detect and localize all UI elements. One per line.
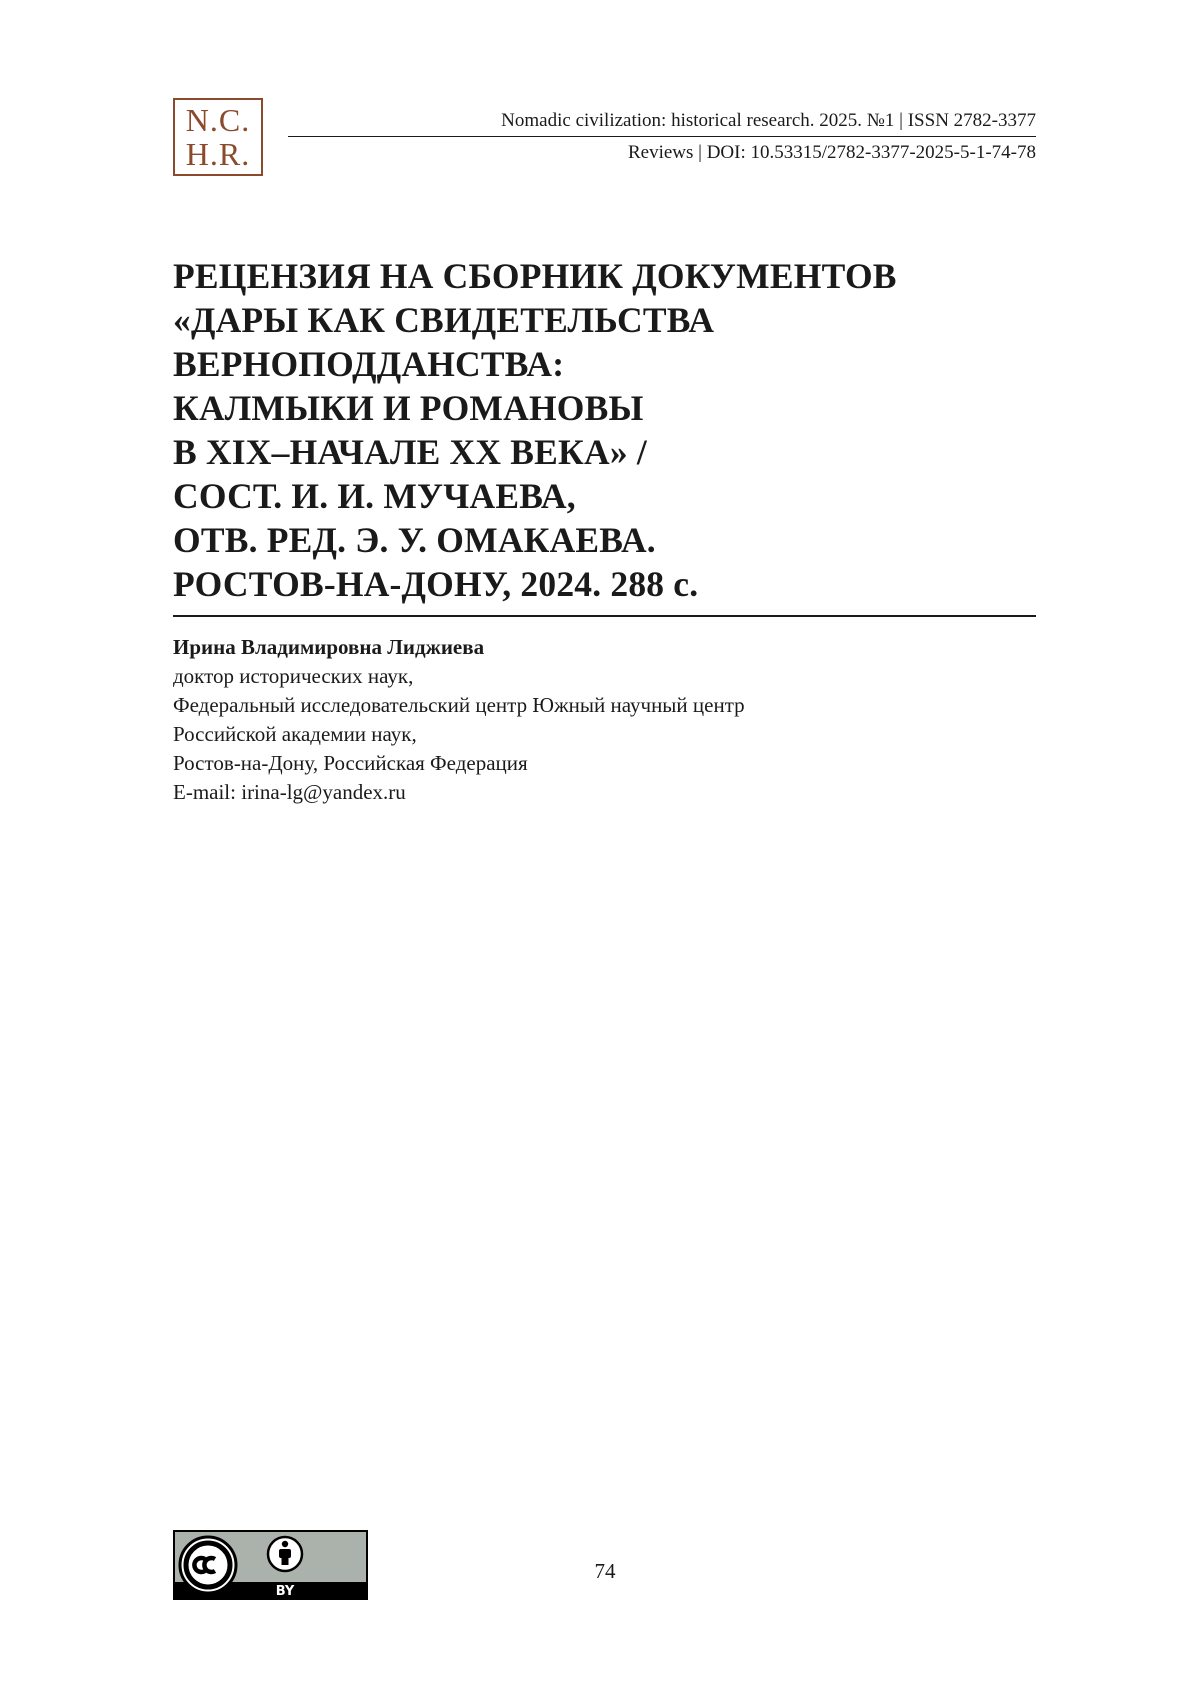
journal-citation: Nomadic civilization: historical research. 2025. №1 | ISSN 2782-3377 — [501, 110, 1036, 131]
cc-icon — [180, 1537, 236, 1593]
author-email[interactable]: E-mail: irina-lg@yandex.ru — [173, 780, 406, 804]
title-line: «ДАРЫ КАК СВИДЕТЕЛЬСТВА — [173, 300, 715, 340]
title-line: ОТВ. РЕД. Э. У. ОМАКАЕВА. — [173, 520, 656, 560]
logo-line-2: H.R. — [185, 136, 251, 172]
author-affiliation-line-2: Российской академии наук, — [173, 722, 417, 746]
running-header — [288, 108, 1036, 166]
title-line: ВЕРНОПОДДАНСТВА: — [173, 344, 565, 384]
logo-line-1: N.C. — [185, 102, 251, 138]
attribution-icon — [268, 1537, 302, 1571]
title-line: В XIX–НАЧАЛЕ XX ВЕКА» / — [173, 432, 647, 472]
cc-by-license-badge — [173, 1530, 368, 1600]
journal-logo — [173, 98, 263, 176]
author-affiliation-line-1: Федеральный исследовательский центр Южный научный центр — [173, 693, 745, 717]
title-line: РОСТОВ-НА-ДОНУ, 2024. 288 с. — [173, 564, 699, 604]
section-doi: Reviews | DOI: 10.53315/2782-3377-2025-5-1-74-78 — [627, 142, 1036, 163]
title-divider — [173, 615, 1036, 617]
header-divider — [288, 136, 1036, 137]
author-name: Ирина Владимировна Лиджиева — [173, 635, 485, 659]
title-line: СОСТ. И. И. МУЧАЕВА, — [173, 476, 576, 516]
badge-by-label: BY — [275, 1584, 295, 1598]
title-line: КАЛМЫКИ И РОМАНОВЫ — [173, 388, 644, 428]
cc-by-badge-graphic — [175, 1532, 366, 1598]
author-location: Ростов-на-Дону, Российская Федерация — [173, 751, 528, 775]
article-title — [173, 254, 1043, 606]
title-line: РЕЦЕНЗИЯ НА СБОРНИК ДОКУМЕНТОВ — [173, 256, 897, 296]
author-degree: доктор исторических наук, — [173, 664, 414, 688]
page-number: 74 — [594, 1559, 616, 1583]
author-block — [173, 633, 1033, 807]
